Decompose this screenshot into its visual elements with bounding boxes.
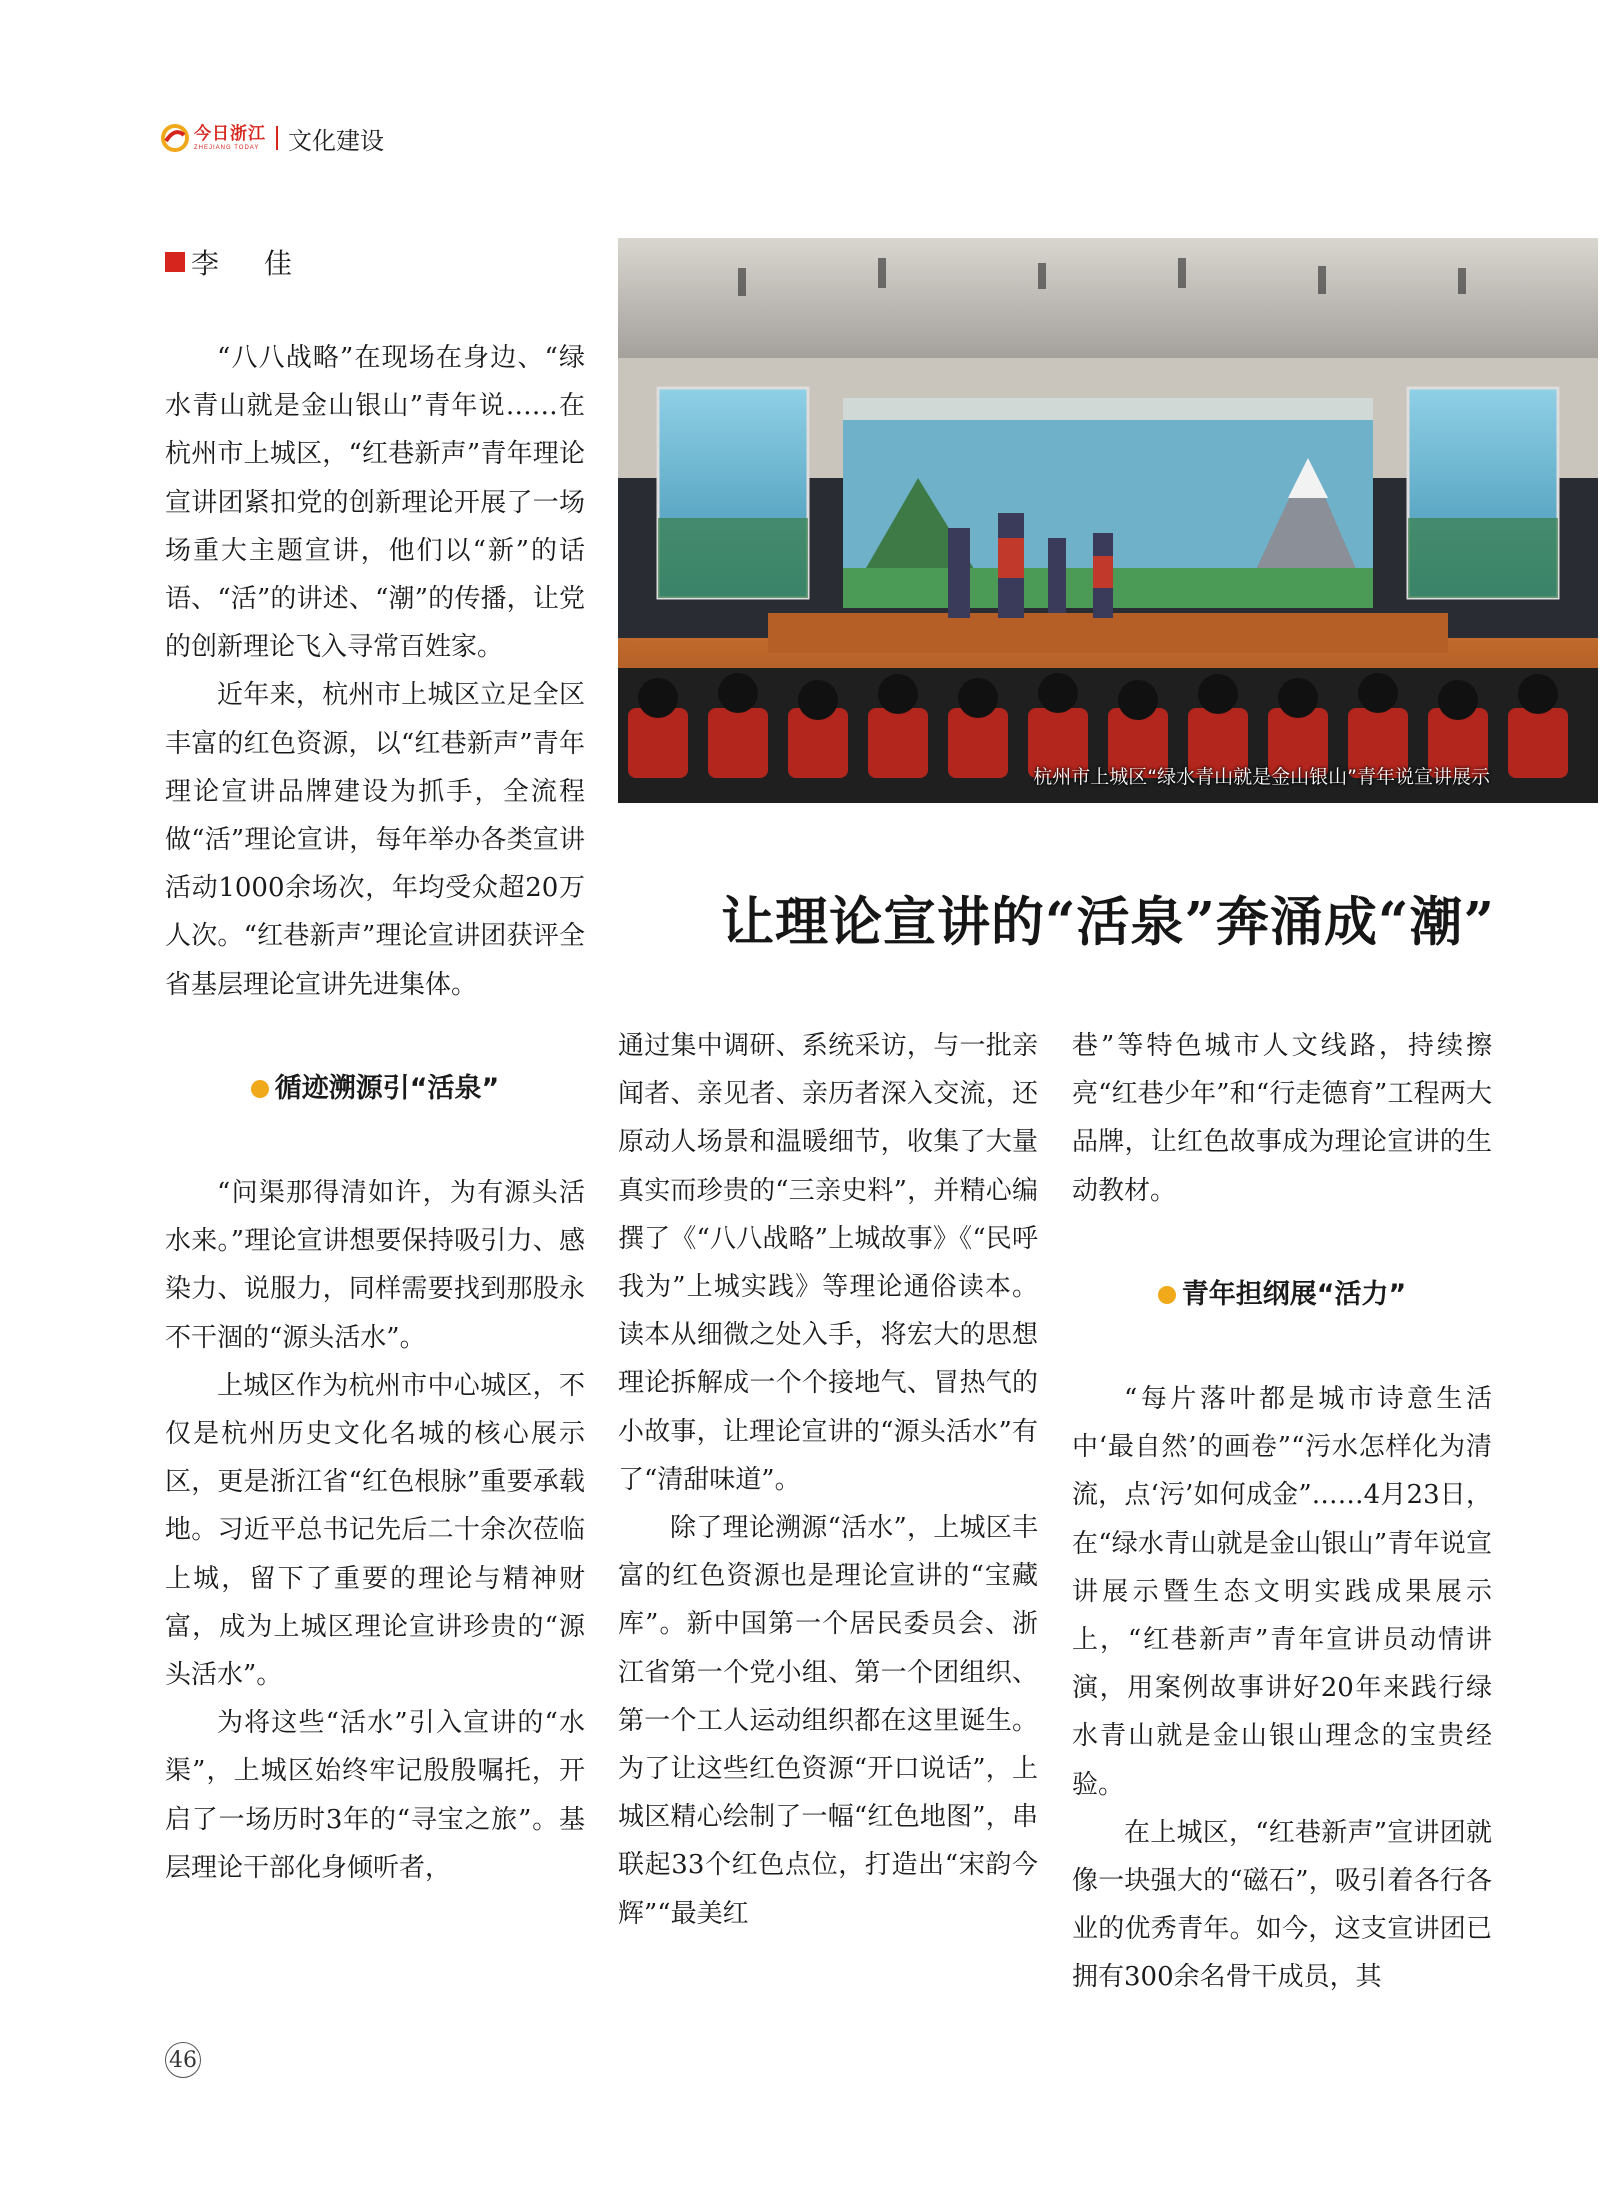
paragraph: 近年来，杭州市上城区立足全区丰富的红色资源，以“红巷新声”青年理论宣讲品牌建设为抓手，全流程做“活”理论宣讲，每年举办各类宣讲活动1000余场次，年均受众超20万人次。“红巷新声”理论宣讲团获评全省基层理论宣讲先进集体。 (165, 680, 585, 1000)
article-headline: 让理论宣讲的“活泉”奔涌成“潮” (721, 891, 1495, 953)
magazine-logo (160, 123, 266, 153)
paragraph: 巷”等特色城市人文线路，持续擦亮“红巷少年”和“行走德育”工程两大品牌，让红色故事成为理论宣讲的生动教材。 (1072, 1031, 1492, 1206)
paragraph: 为将这些“活水”引入宣讲的“水渠”，上城区始终牢记殷殷嘱托，开启了一场历时3年的“寻宝之旅”。基层理论干部化身倾听者， (165, 1708, 585, 1883)
subheading-text: 青年担纲展“活力” (1181, 1278, 1407, 1310)
subheading-1 (165, 1065, 585, 1113)
subheading-text: 循迹溯源引“活泉” (274, 1072, 500, 1104)
author-marker (165, 252, 185, 272)
paragraph: “每片落叶都是城市诗意生活中‘最自然’的画卷”“污水怎样化为清流，点‘污’如何成金”……4月23日，在“绿水青山就是金山银山”青年说宣讲展示暨生态文明实践成果展示上，“红巷新声”青年宣讲员动情讲演，用案例故事讲好20年来践行绿水青山就是金山银山理念的宝贵经验。 (1072, 1384, 1492, 1800)
author-byline (165, 242, 310, 282)
subheading-2 (1072, 1271, 1492, 1319)
article-photo (618, 238, 1598, 803)
bullet-dot-icon (251, 1080, 269, 1098)
photo-illustration (618, 238, 1598, 803)
paragraph: 在上城区，“红巷新声”宣讲团就像一块强大的“磁石”，吸引着各行各业的优秀青年。如今，这支宣讲团已拥有300余名骨干成员，其 (1072, 1817, 1492, 1993)
photo-caption: 杭州市上城区“绿水青山就是金山银山”青年说宣讲展示 (1033, 766, 1490, 788)
text-column-1 (165, 334, 585, 1892)
header-divider (276, 126, 278, 150)
author-name: 李 佳 (191, 247, 310, 280)
paragraph: 通过集中调研、系统采访，与一批亲闻者、亲见者、亲历者深入交流，还原动人场景和温暖细节，收集了大量真实而珍贵的“三亲史料”，并精心编撰了《“八八战略”上城故事》《“民呼我为”上城实践》等理论通俗读本。读本从细微之处入手，将宏大的思想理论拆解成一个个接地气、冒热气的小故事，让理论宣讲的“源头活水”有了“清甜味道”。 (618, 1031, 1038, 1495)
paragraph: 上城区作为杭州市中心城区，不仅是杭州历史文化名城的核心展示区，更是浙江省“红色根脉”重要承载地。习近平总书记先后二十余次莅临上城，留下了重要的理论与精神财富，成为上城区理论宣讲珍贵的“源头活水”。 (165, 1370, 585, 1691)
bullet-dot-icon (1158, 1286, 1176, 1304)
text-column-3 (1072, 1022, 1492, 2002)
section-name: 文化建设 (288, 126, 384, 155)
page-number: 46 (165, 2042, 201, 2078)
logo-text: 今日浙江 (194, 123, 266, 144)
magazine-header (160, 118, 384, 158)
paragraph: “八八战略”在现场在身边、“绿水青山就是金山银山”青年说……在杭州市上城区，“红巷新声”青年理论宣讲团紧扣党的创新理论开展了一场场重大主题宣讲，他们以“新”的话语、“活”的讲述、“潮”的传播，让党的创新理论飞入寻常百姓家。 (165, 343, 585, 663)
logo-subtext: ZHEJIANG TODAY (194, 144, 260, 151)
paragraph: 除了理论溯源“活水”，上城区丰富的红色资源也是理论宣讲的“宝藏库”。新中国第一个居民委员会、浙江省第一个党小组、第一个团组织、第一个工人运动组织都在这里诞生。为了让这些红色资源“开口说话”，上城区精心绘制了一幅“红色地图”，串联起33个红色点位，打造出“宋韵今辉”“最美红 (618, 1513, 1038, 1929)
logo-swirl-icon (160, 123, 190, 153)
paragraph: “问渠那得清如许，为有源头活水来。”理论宣讲想要保持吸引力、感染力、说服力，同样需要找到那股永不干涸的“源头活水”。 (165, 1178, 585, 1353)
text-column-2 (618, 1022, 1038, 1938)
